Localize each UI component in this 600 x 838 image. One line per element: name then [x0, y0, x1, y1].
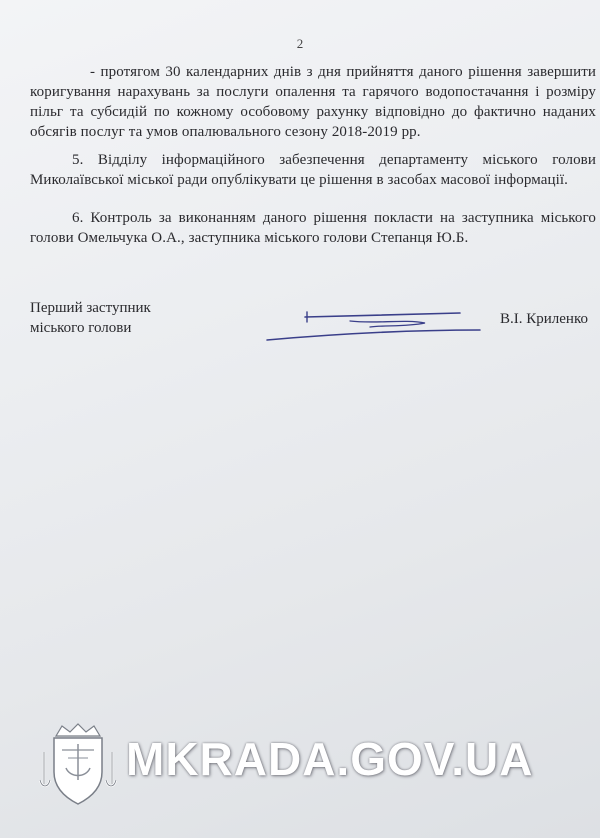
paragraph-publication: 5. Відділу інформаційного забезпечення департаменту міського голови Миколаївської міської ради опублікувати це рішення в засобах масової інформації. [30, 152, 596, 188]
handwritten-signature [255, 300, 485, 350]
page-number: 2 [296, 36, 304, 51]
signatory-name: В.І. Криленко [500, 311, 588, 327]
signatory-title-line2: міського голови [30, 320, 132, 336]
site-watermark [38, 722, 578, 812]
city-crest-icon [38, 722, 118, 808]
watermark-text: MKRADA.GOV.UA [126, 733, 534, 785]
paragraph-correction: - протягом 30 календарних днів з дня прийняття даного рішення завершити коригування нарахувань за послуги опалення та гарячого водопостачання і розміру пільг та субсидій по кожному особовому рахунку відповідно до фактично наданих обсягів послуг та умов опалювального сезону 2018-2019 рр. [30, 64, 596, 140]
paragraph-control: 6. Контроль за виконанням даного рішення покласти на заступника міського голови Омельчука О.А., заступника міського голови Степанця Ю.Б. [30, 210, 596, 246]
signatory-title [30, 298, 151, 338]
signatory-title-line1: Перший заступник [30, 300, 151, 316]
